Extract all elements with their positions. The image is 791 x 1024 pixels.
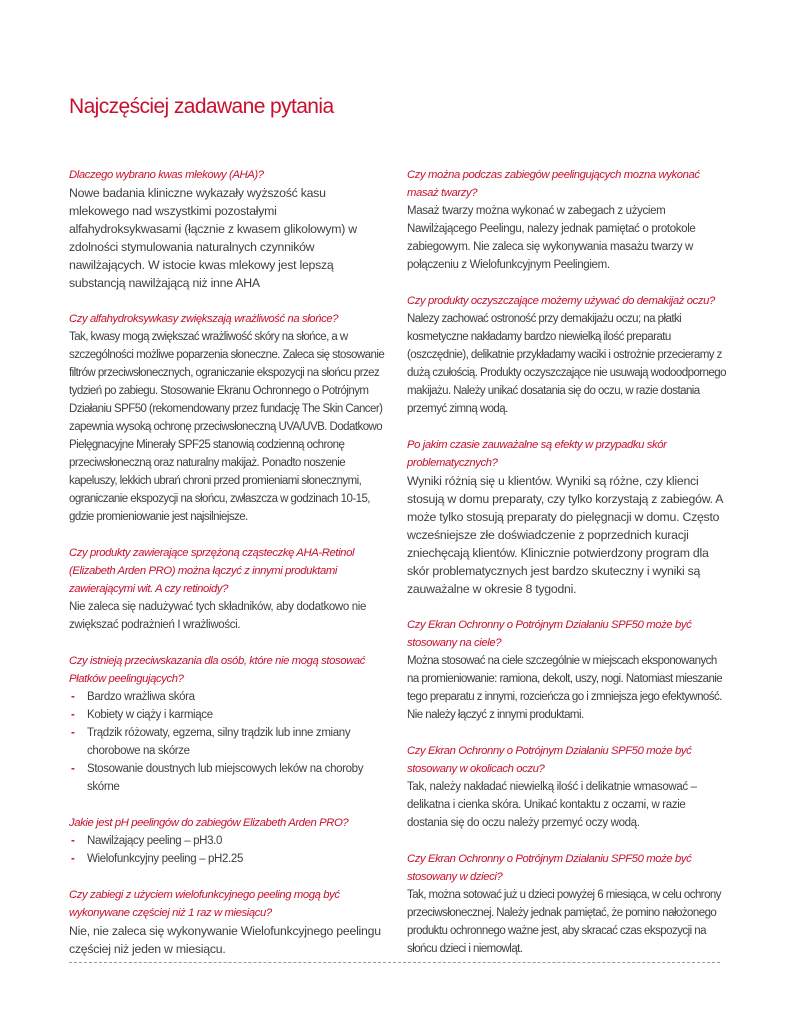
faq-item: [69, 814, 387, 868]
faq-item: [69, 886, 387, 958]
list-item: - Trądzik różowaty, egzema, silny trądzik lub inne zmiany chorobowe na skórze: [69, 724, 387, 760]
faq-item: [69, 544, 387, 634]
faq-answer: Nie, nie zaleca się wykonywanie Wielofunkcyjnego peelingu częściej niż jeden w miesiącu.: [69, 924, 381, 956]
page-title: Najczęściej zadawane pytania: [69, 95, 334, 118]
faq-question: Czy Ekran Ochronny o Potrójnym Działaniu SPF50 może być stosowany w dzieci?: [407, 853, 692, 883]
list-item: - Bardzo wrażliwa skóra: [69, 688, 387, 706]
faq-question: Czy alfahydroksywkasy zwiększają wrażliwość na słońce?: [69, 313, 339, 325]
faq-question: Dlaczego wybrano kwas mlekowy (AHA)?: [69, 169, 264, 181]
faq-question: Czy produkty zawierające sprzężoną cząsteczkę AHA-Retinol (Elizabeth Arden PRO) można łączyć z innymi produktami zawierającymi wit. A czy retinoidy?: [69, 547, 355, 595]
faq-question: Czy można podczas zabiegów peelingujących mozna wykonać masaż twarzy?: [407, 169, 700, 199]
list-item: - Stosowanie doustnych lub miejscowych leków na choroby skórne: [69, 760, 387, 796]
faq-answer: Tak, kwasy mogą zwiększać wrażliwość skóry na słońce, a w szczególności możliwe poparzenia słoneczne. Zaleca się stosowanie filtrów przeciwsłonecznych, ograniczanie ekspozycji na słońcu przez tydzień po zabiegu. Stosowanie Ekranu Ochronnego o Potrójnym Działaniu SPF50 (rekomendowany przez fundację The Skin Cancer) zapewnia wysoką ochronę przeciwsłoneczną UVA/UVB. Dodatkowo Pielęgnacyjne Minerały SPF25 stanowią codzienną ochronę przeciwsłoneczną oraz naturalny makijaż. Ponadto noszenie kapeluszy, lekkich ubrań chroni przed promieniami słonecznymi, ograniczanie ekspozycji na słońcu, zwłaszcza w godzinach 10-15, gdzie promieniowanie jest najsilniejsze.: [69, 331, 385, 523]
faq-answer: Można stosować na ciele szczególnie w miejscach eksponowanych na promieniowanie: ramiona, dekolt, uszy, nogi. Natomiast mieszanie tego preparatu z innymi, rozcieńcza go i zmniejsza jego efektywność. Nie należy łączyć z innymi produktami.: [407, 655, 723, 721]
faq-question: Czy Ekran Ochronny o Potrójnym Działaniu SPF50 może być stosowany w okolicach oczu?: [407, 745, 692, 775]
faq-question: Czy istnieją przeciwskazania dla osób, które nie mogą stosować Płatków peelingujących?: [69, 655, 366, 685]
footer-divider: [69, 962, 720, 963]
faq-question: Po jakim czasie zauważalne są efekty w przypadku skór problematycznych?: [407, 439, 667, 469]
contraindications-list: [69, 688, 387, 796]
faq-question: Czy Ekran Ochronny o Potrójnym Działaniu SPF50 może być stosowany na ciele?: [407, 619, 692, 649]
faq-answer: Masaż twarzy można wykonać w zabegach z użyciem Nawilżającego Peelingu, nalezy jednak pamiętać o protokole zabiegowym. Nie zaleca się wykonywania masażu twarzy w połączeniu z Wielofunkcyjnym Peelingiem.: [407, 205, 696, 271]
faq-answer: Tak, można sotować już u dzieci powyżej 6 miesiąca, w celu ochrony przeciwsłonecznej. Należy jednak pamiętać, że pomino nałożonego produktu ochronnego ważne jest, aby skracać czas ekspozycji na słońcu dzieci i niemowląt.: [407, 889, 721, 955]
faq-item: [69, 310, 387, 526]
faq-item: [407, 742, 727, 832]
faq-answer: Nie zaleca się nadużywać tych składników, aby dodatkowo nie zwiększać podrażnień I wrażliwości.: [69, 601, 367, 631]
faq-item: [407, 616, 727, 724]
faq-item: [407, 166, 727, 274]
faq-item: [69, 166, 387, 292]
list-item: - Kobiety w ciąży i karmiące: [69, 706, 387, 724]
faq-item: [407, 436, 727, 598]
faq-item: [69, 652, 387, 796]
faq-question: Czy produkty oczyszczające możemy używać do demakijaż oczu?: [407, 295, 715, 307]
faq-answer: Wyniki różnią się u klientów. Wyniki są różne, czy klienci stosują w domu preparaty, czy tylko korzystają z zabiegów. A może tylko stosują preparaty do pielęgnacji w domu. Często wcześniejsze złe doświadczenie z poprzednich kuracji zniechęcają klientów. Klinicznie potwierdzony program dla skór problematycznych jest bardzo skuteczny i wyniki są zauważalne w okresie 8 tygodni.: [407, 474, 723, 596]
faq-item: [407, 292, 727, 418]
faq-answer: Tak, należy nakładać niewielką ilość i delikatnie wmasować – delikatna i cienka skóra. Unikać kontaktu z oczami, w razie dostania się do oczu należy przemyć oczy wodą.: [407, 781, 697, 829]
list-item: - Wielofunkcyjny peeling – pH2.25: [69, 850, 387, 868]
faq-answer: Nowe badania kliniczne wykazały wyższość kasu mlekowego nad wszystkimi pozostałymi alfahydroksykwasami (łącznie z kwasem glikolowym) w zdolności stymulowania naturalnych czynników nawilżających. W istocie kwas mlekowy jest lepszą substancją nawilżającą niż inne AHA: [69, 186, 357, 290]
list-item: - Nawilżający peeling – pH3.0: [69, 832, 387, 850]
faq-column-left: [69, 166, 387, 976]
faq-answer: Nalezy zachować ostroność przy demakijażu oczu; na płatki kosmetyczne nakładamy bardzo niewielką ilość preparatu (oszczędnie), delikatnie przykładamy waciki i ostrożnie przecieramy z dużą czułością. Produkty oczyszczające nie usuwają wodoodpornego makijażu. Należy unikać dosatania się do oczu, w razie dostania przemyć zimną wodą.: [407, 313, 726, 415]
faq-column-right: [407, 166, 727, 976]
faq-item: [407, 850, 727, 958]
faq-question: Czy zabiegi z użyciem wielofunkcyjnego peeling mogą być wykonywane częściej niż 1 raz w miesiącu?: [69, 889, 340, 919]
ph-list: [69, 832, 387, 868]
faq-question: Jakie jest pH peelingów do zabiegów Elizabeth Arden PRO?: [69, 817, 349, 829]
